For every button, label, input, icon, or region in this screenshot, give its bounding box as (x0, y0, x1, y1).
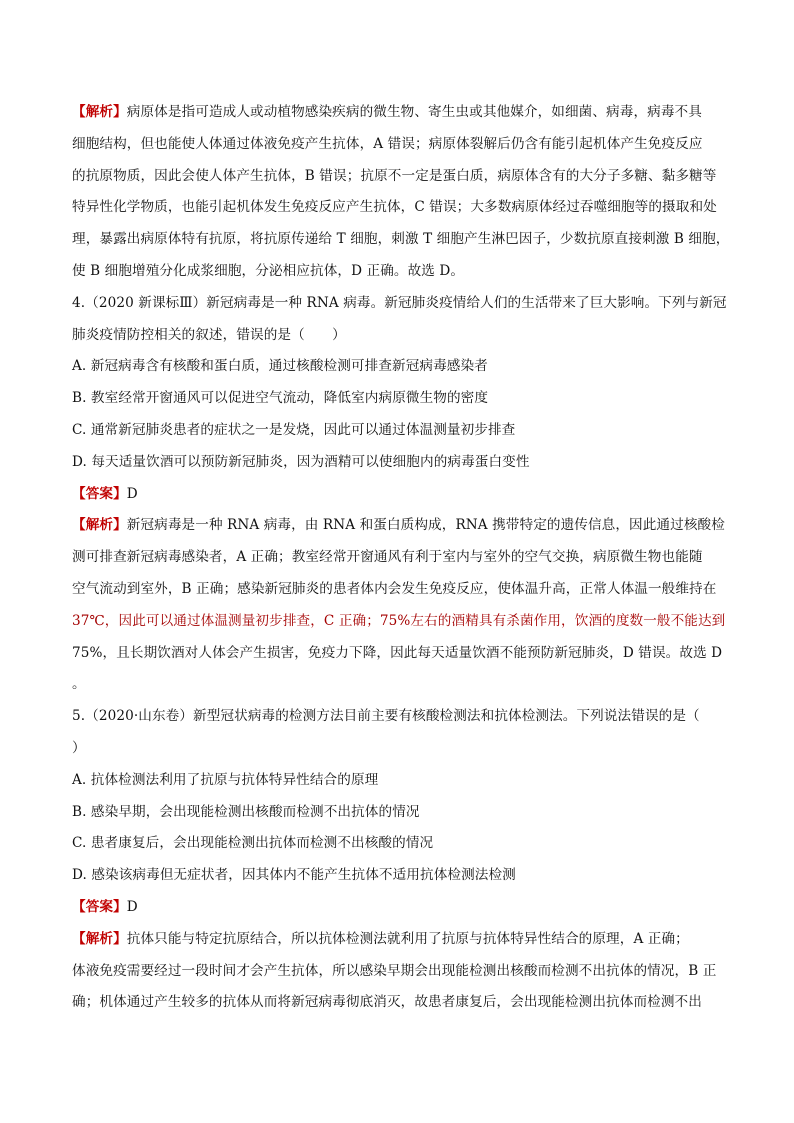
option-d: D. 每天适量饮酒可以预防新冠肺炎，因为酒精可以使细胞内的病毒蛋白变性 (72, 453, 530, 470)
analysis-tag: 【解析】 (72, 930, 127, 947)
analysis-block-q3 (72, 97, 730, 288)
analysis-line: 理，暴露出病原体特有抗原，将抗原传递给 T 细胞，刺激 T 细胞产生淋巴因子，少数抗原直接刺激 B 细胞， (72, 231, 730, 248)
analysis-tag: 【解析】 (72, 104, 127, 120)
option-b: B. 感染早期，会出现能检测出核酸而检测不出抗体的情况 (72, 803, 420, 820)
analysis-text: 病原体是指可造成人或动植物感染疾病的微生物、寄生虫或其他媒介，如细菌、病毒，病毒不具 (126, 104, 702, 120)
analysis-line (72, 924, 722, 956)
option-d: D. 感染该病毒但无症状者，因其体内不能产生抗体不适用抗体检测法检测 (72, 867, 516, 884)
page-content (72, 97, 730, 1019)
option-b: B. 教室经常开窗通风可以促进空气流动，降低室内病原微生物的密度 (72, 390, 489, 407)
answer-line (72, 892, 722, 924)
analysis-line: 使 B 细胞增殖分化成浆细胞，分泌相应抗体，D 正确。故选 D。 (72, 262, 465, 279)
analysis-text: 抗体只能与特定抗原结合，所以抗体检测法就利用了抗原与抗体特异性结合的原理，A 正确； (126, 930, 689, 947)
analysis-line (72, 97, 722, 129)
question-stem: 4.（2020 新课标Ⅲ）新冠病毒是一种 RNA 病毒。新冠肺炎疫情给人们的生活带来了巨大影响。下列与新冠 (72, 294, 727, 311)
analysis-line: 空气流动到室外，B 正确；感染新冠肺炎的患者体内会发生免疫反应，使体温升高，正常人体温一般维持在 (72, 580, 717, 597)
analysis-line-highlight: 37℃，因此可以通过体温测量初步排查，C 正确；75%左右的酒精具有杀菌作用，饮酒的度数一般不能达到 (72, 612, 726, 629)
analysis-line: 细胞结构，但也能使人体通过体液免疫产生抗体，A 错误；病原体裂解后仍含有能引起机体产生免疫反应 (72, 135, 703, 152)
analysis-line: 测可排查新冠病毒感染者，A 正确；教室经常开窗通风有利于室内与室外的空气交换，病原微生物也能随 (72, 549, 703, 566)
analysis-tag: 【解析】 (72, 517, 127, 534)
analysis-text: 新冠病毒是一种 RNA 病毒，由 RNA 和蛋白质构成，RNA 携带特定的遗传信息，因此通过核酸检 (126, 517, 725, 534)
analysis-line: 体液免疫需要经过一段时间才会产生抗体，所以感染早期会出现能检测出核酸而检测不出抗体的情况，B 正 (72, 962, 717, 979)
analysis-line: 确；机体通过产生较多的抗体从而将新冠病毒彻底消灭，故患者康复后，会出现能检测出抗体而检测不出 (72, 994, 702, 1011)
answer-value: D (126, 898, 138, 915)
option-c: C. 通常新冠肺炎患者的症状之一是发烧，因此可以通过体温测量初步排查 (72, 421, 516, 438)
question-4 (72, 288, 727, 701)
analysis-line: 75%，且长期饮酒对人体会产生损害，免疫力下降，因此每天适量饮酒不能预防新冠肺炎，D 错误。故选 D (72, 644, 723, 661)
analysis-line (72, 510, 725, 542)
question-5 (72, 701, 722, 1019)
answer-line (72, 479, 722, 511)
question-stem: 5.（2020·山东卷）新型冠状病毒的检测方法目前主要有核酸检测法和抗体检测法。下列说法错误的是（ (72, 708, 700, 725)
analysis-line: 特异性化学物质，也能引起机体发生免疫反应产生抗体，C 错误；大多数病原体经过吞噬细胞等的摄取和处 (72, 199, 717, 216)
answer-tag: 【答案】 (72, 898, 127, 915)
question-stem: ） (72, 739, 86, 756)
question-stem: 肺炎疫情防控相关的叙述，错误的是（ ） (72, 326, 346, 343)
analysis-line: 。 (72, 676, 86, 693)
option-c: C. 患者康复后，会出现能检测出抗体而检测不出核酸的情况 (72, 835, 434, 852)
answer-tag: 【答案】 (72, 485, 127, 502)
option-a: A. 抗体检测法利用了抗原与抗体特异性结合的原理 (72, 771, 379, 788)
answer-value: D (126, 485, 138, 502)
option-a: A. 新冠病毒含有核酸和蛋白质，通过核酸检测可排查新冠病毒感染者 (72, 358, 488, 375)
analysis-line: 的抗原物质，因此会使人体产生抗体，B 错误；抗原不一定是蛋白质，病原体含有的大分子多糖、黏多糖等 (72, 167, 717, 184)
